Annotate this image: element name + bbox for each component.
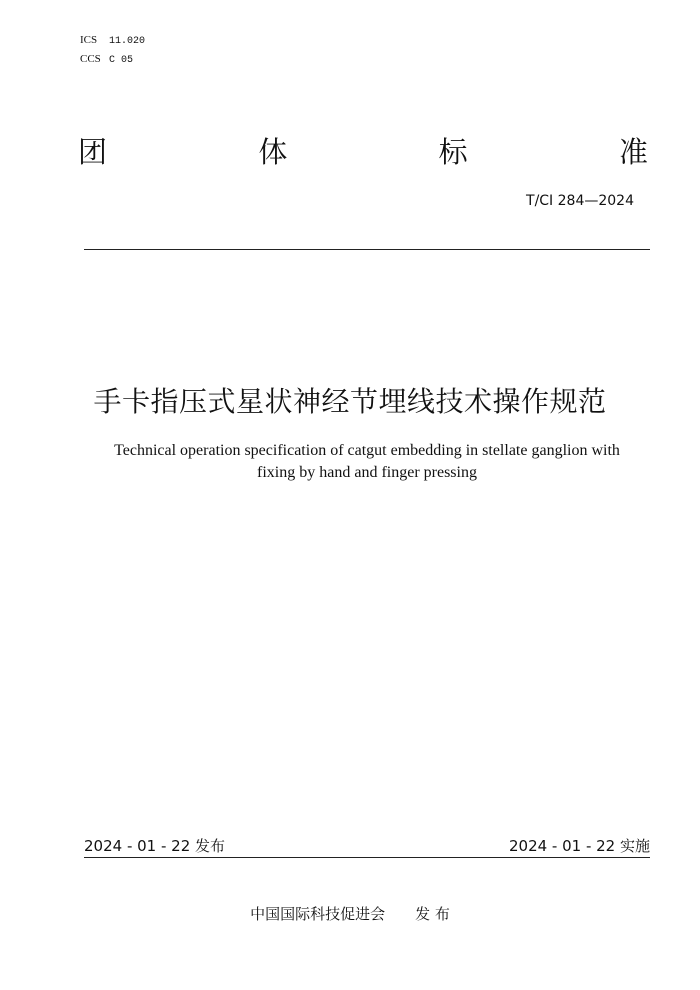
publish-action: 发 布: [415, 905, 450, 923]
document-title-zh: 手卡指压式星状神经节埋线技术操作规范: [93, 385, 607, 418]
footer-divider: [84, 857, 650, 858]
heading-char-1: 团: [78, 135, 108, 169]
heading-char-4: 准: [618, 135, 648, 169]
standard-number: T/CI 284—2024: [526, 193, 634, 209]
heading-char-2: 体: [258, 135, 288, 169]
header-divider: [84, 249, 650, 250]
ics-label: ICS: [80, 34, 98, 46]
standard-type-heading: [78, 134, 648, 170]
ccs-label: CCS: [80, 53, 101, 65]
ccs-value: C 05: [109, 55, 134, 66]
title-en-line-1: Technical operation specification of catgut embedding in stellate ganglion with: [114, 442, 620, 459]
publish-date: 2024 - 01 - 22 发布: [84, 837, 226, 855]
implement-date: 2024 - 01 - 22 实施: [508, 837, 650, 855]
ics-value: 11.020: [109, 36, 146, 47]
document-title-en: [80, 440, 654, 484]
ccs-code: [80, 52, 133, 68]
heading-char-3: 标: [438, 135, 468, 169]
publisher-line: [0, 904, 700, 924]
title-en-line-2: fixing by hand and finger pressing: [257, 464, 477, 481]
publisher-name: 中国国际科技促进会: [250, 905, 386, 923]
ics-code: [80, 33, 145, 49]
